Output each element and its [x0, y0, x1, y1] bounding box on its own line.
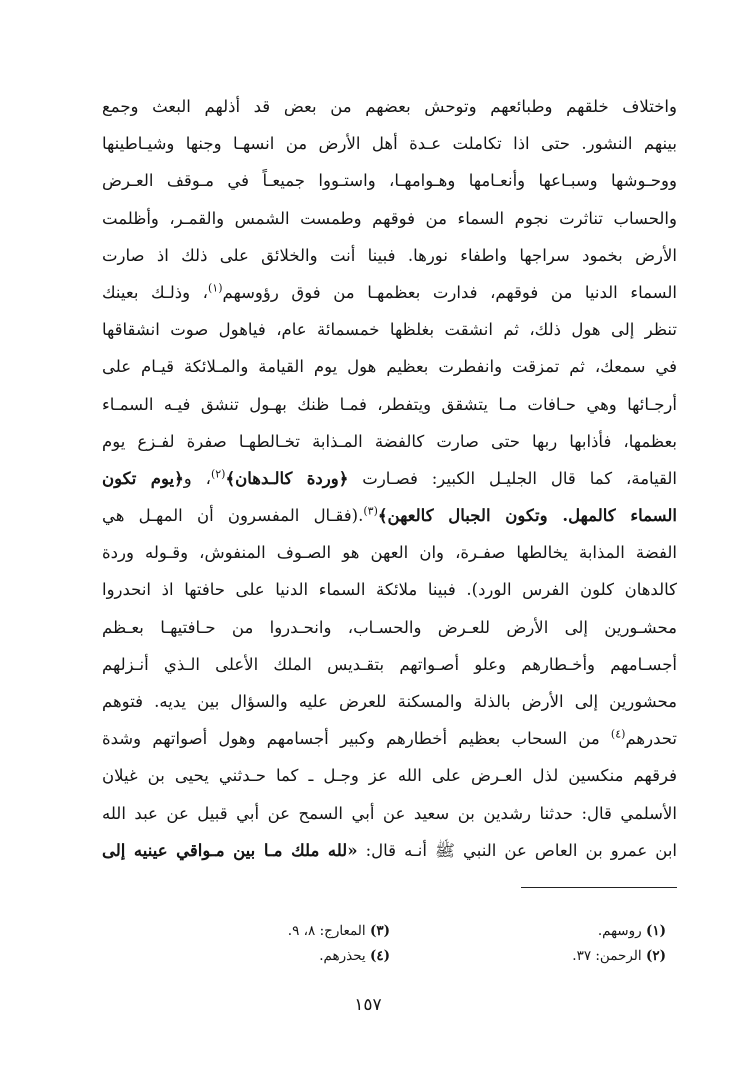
footnote-reference: (٣): [363, 504, 378, 518]
text-segment: تحدرهم: [625, 729, 677, 749]
footnote-number: (٢): [645, 948, 666, 964]
text-segment: والحساب تناثرت نجوم السماء من فوقهم وطمست الشمس والقمـر، وأظلمت: [102, 208, 677, 228]
text-segment: أجسـامهم وأخـطارهم وعلو أصـواتهم بتقـديس الملك الأعلى الـذي أنـزلهم: [102, 654, 677, 674]
footnote-1: [598, 923, 666, 939]
text-segment: الفضة المذابة يخالطها صفـرة، وان العهن هو الصـوف المنفوش، وقـوله وردة: [102, 543, 677, 563]
text-segment: ، وذلـك بعينك: [102, 282, 208, 302]
text-segment: الأسلمي قال: حدثنا رشدين بن سعيد عن أبي السمح عن أبي قبيل عن عبد الله: [102, 803, 677, 823]
footnote-3: [288, 923, 390, 939]
text-line: [102, 125, 677, 162]
footnote-text: روسهم.: [597, 923, 646, 939]
text-line: [102, 683, 677, 720]
text-segment: بينهم النشور. حتى اذا تكاملت عـدة أهل الأرض من انسهـا وجنها وشيـاطينها: [102, 134, 677, 154]
footnote-2: [572, 948, 666, 964]
text-segment: أرجـائها وهي حـافات مـا يتشقق ويتفطر، فمـا ظنك بهـول تنشق فيـه السمـاء: [102, 394, 677, 414]
text-segment: بعظمها، فأذابها ربها حتى صارت كالفضة المـذابة تخـالطهـا صفرة لفـزع يوم: [102, 431, 677, 451]
text-line: [102, 237, 677, 274]
footnote-4: [319, 948, 390, 964]
footnote-number: (٤): [369, 948, 390, 964]
text-line: [102, 571, 677, 608]
text-segment: السماء الدنيا من فوقهم، فدارت بعظمهـا من فوق رؤوسهم: [222, 282, 677, 302]
text-line: [102, 274, 677, 311]
text-line: [102, 497, 677, 534]
text-segment: في سمعك، ثم تمزقت وانفطرت بعظيم هول يوم القيامة والمـلائكة قيـام على: [102, 357, 677, 377]
text-line: [102, 646, 677, 683]
text-segment: فرقهم منكسين لذل العـرض على الله عز وجـل ـ كما حـدثني يحيى بن غيلان: [102, 766, 677, 786]
quoted-text: السماء كالمهل. وتكون الجبال كالعهن﴾: [377, 506, 677, 526]
footnote-text: يحذرهم.: [319, 948, 370, 964]
quoted-text: ﴿يوم تكون: [102, 468, 184, 488]
main-text-block: [102, 88, 677, 869]
text-segment: القيامة، كما قال الجليـل الكبير: فصـارت: [348, 468, 677, 488]
text-segment: محشورين إلى الأرض بالذلة والمسكنة للعرض عليه والسؤال بين يديه. فتوهم: [102, 692, 677, 711]
text-line: [102, 386, 677, 423]
text-line: [102, 795, 677, 832]
footnote-separator: [521, 887, 677, 888]
text-line: [102, 200, 677, 237]
text-line: [102, 609, 677, 646]
text-segment: محشـورين إلى الأرض للعـرض والحسـاب، وانحـدروا من حـافتيهـا بعـظم: [102, 617, 677, 637]
footnote-reference: (٢): [210, 467, 226, 481]
footnote-number: (٣): [369, 923, 390, 939]
text-line: [102, 757, 677, 794]
text-segment: الأرض بخمود سراجها واطفاء نورها. فبينا أنت والخلائق على ذلك اذ صارت: [102, 245, 677, 265]
text-segment: ، و: [183, 468, 211, 488]
footnote-text: المعارج: ٨، ٩.: [287, 923, 370, 939]
text-segment: ووحـوشها وسبـاعها وأنعـامها وهـوامهـا، واستـووا جميعـاً في مـوقف العـرض: [102, 171, 677, 191]
text-segment: واختلاف خلقهم وطبائعهم وتوحش بعضهم من بعض قد أذلهم البعث وجمع: [102, 97, 677, 116]
text-segment: تنظر إلى هول ذلك، ثم انشقت بغلظها خمسمائة عام، فياهول صوت انشقاقها: [102, 320, 677, 340]
text-line: [102, 311, 677, 348]
text-line: [102, 534, 677, 571]
footnote-reference: (١): [208, 281, 223, 295]
quoted-text: ﴿وردة كالـدهان﴾: [225, 468, 349, 488]
footnotes: [0, 920, 736, 980]
text-line: [102, 832, 677, 869]
text-line: [102, 162, 677, 199]
page-number: ١٥٧: [354, 995, 382, 1015]
footnote-reference: (٤): [610, 727, 626, 741]
text-segment: من السحاب بعظيم أخطارهم وكبير أجسامهم وهول أصواتهم وشدة: [102, 729, 611, 749]
footnote-text: الرحمن: ٣٧.: [572, 948, 646, 964]
text-segment: .(فقـال المفسرون أن المهـل هي: [102, 506, 364, 526]
footnote-number: (١): [645, 923, 666, 939]
text-line: [102, 348, 677, 385]
text-line: [102, 460, 677, 497]
quoted-text: «لله ملك مـا بين مـواقي عينيه إلى: [102, 840, 358, 860]
text-segment: كالدهان كلون الفرس الورد). فبينا ملائكة السماء الدنيا على حافتها اذ انحدروا: [102, 580, 677, 600]
text-line: [102, 88, 677, 125]
text-line: [102, 423, 677, 460]
text-segment: ابن عمرو بن العاص عن النبي ﷺ أنـه قال:: [357, 840, 677, 860]
text-line: [102, 720, 677, 757]
